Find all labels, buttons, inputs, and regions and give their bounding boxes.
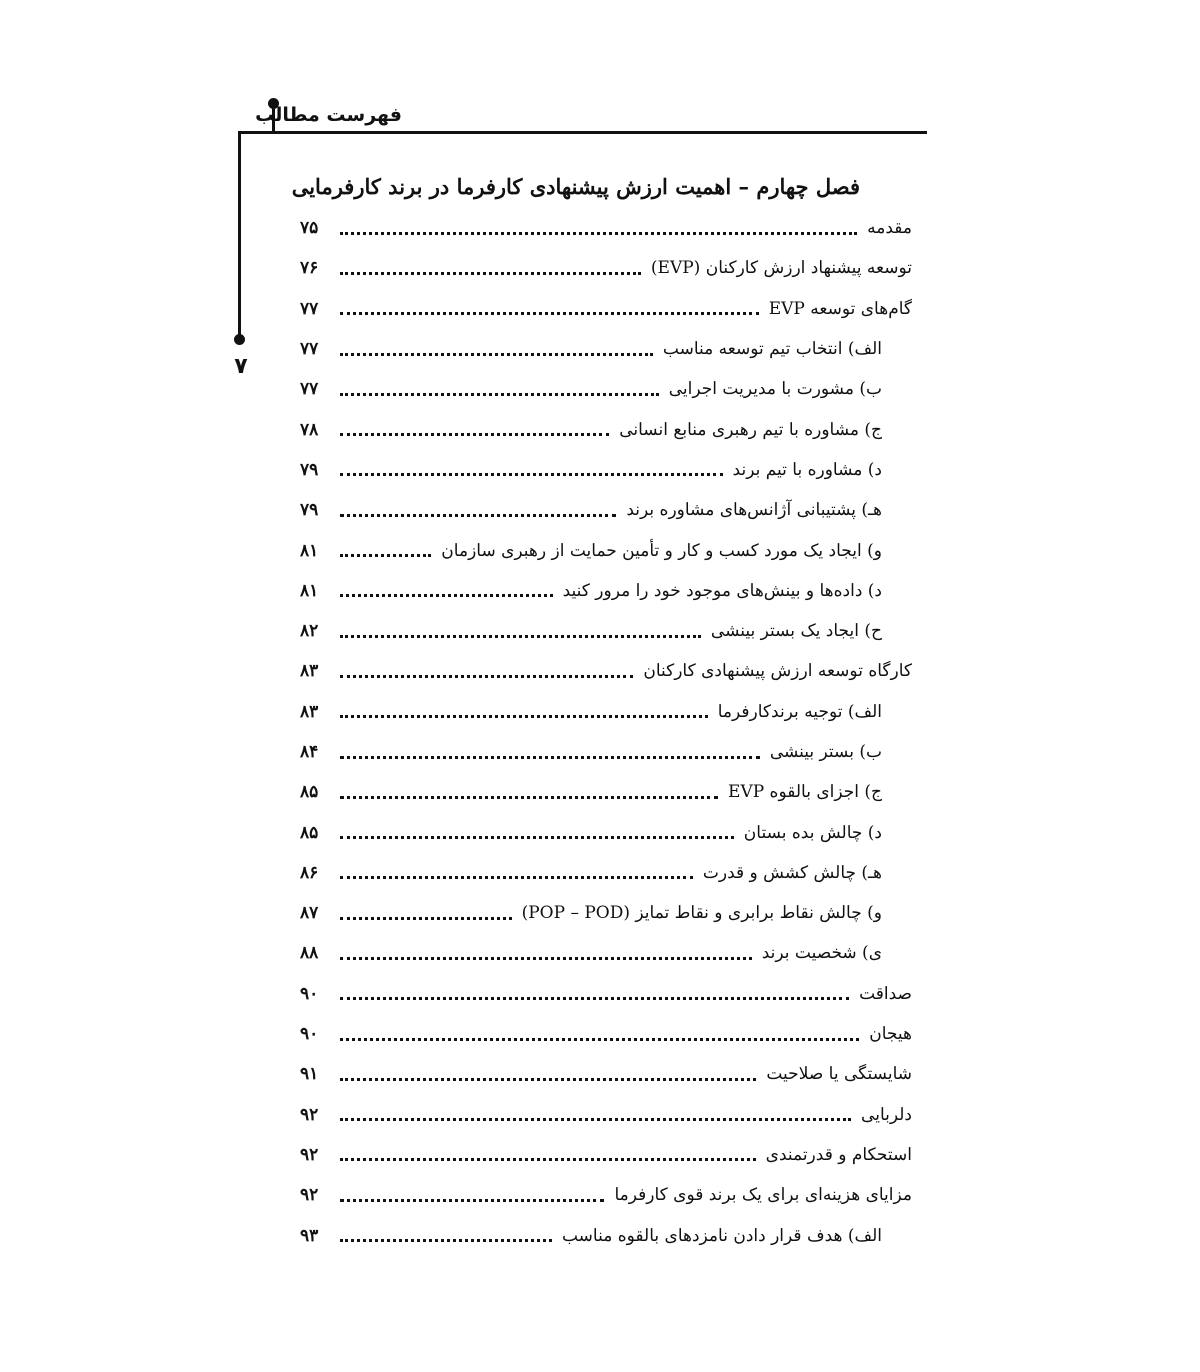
toc-entry[interactable] — [300, 571, 912, 611]
toc-dot-leader — [340, 633, 701, 638]
toc-dot-leader — [340, 552, 431, 557]
toc-entry-label: دلربایی — [861, 1104, 912, 1125]
toc-dot-leader — [340, 1197, 604, 1202]
toc-entry[interactable] — [300, 611, 912, 651]
toc-dot-leader — [340, 995, 849, 1000]
toc-entry[interactable] — [300, 289, 912, 329]
toc-entry-page: ۸۴ — [300, 742, 319, 762]
toc-entry[interactable] — [300, 1054, 912, 1094]
toc-entry[interactable] — [300, 1135, 912, 1175]
toc-dot-leader — [340, 471, 723, 476]
toc-entry[interactable] — [300, 369, 912, 409]
toc-entry-label: ب) مشورت با مدیریت اجرایی — [668, 379, 882, 400]
toc-entry-label: کارگاه توسعه ارزش پیشنهادی کارکنان — [643, 661, 912, 682]
toc-entry-label: ح) ایجاد یک بستر بینشی — [710, 621, 882, 642]
table-of-contents — [300, 208, 912, 1256]
toc-dot-leader — [340, 1076, 756, 1081]
toc-dot-leader — [340, 270, 641, 275]
toc-dot-leader — [340, 592, 553, 597]
toc-entry-label: مقدمه — [867, 218, 912, 239]
page-number: ۷ — [234, 354, 248, 379]
toc-dot-leader — [340, 915, 512, 920]
toc-entry-page: ۸۸ — [300, 943, 319, 964]
toc-entry[interactable] — [300, 853, 912, 893]
toc-dot-leader — [340, 1156, 756, 1161]
toc-entry[interactable] — [300, 1215, 912, 1255]
toc-entry-page: ۹۳ — [300, 1225, 319, 1246]
toc-entry-page: ۸۵ — [300, 782, 319, 803]
toc-entry-label: هـ) چالش کشش و قدرت — [702, 862, 882, 883]
toc-dot-leader — [340, 431, 609, 436]
toc-entry-label: ب) بستر بینشی — [769, 742, 882, 762]
toc-entry-label: د) داده‌ها و بینش‌های موجود خود را مرور کنید — [562, 580, 882, 601]
toc-entry[interactable] — [300, 893, 912, 933]
toc-entry-page: ۷۷ — [300, 379, 319, 400]
toc-entry[interactable] — [300, 974, 912, 1014]
toc-entry-page: ۸۱ — [300, 540, 319, 561]
running-header-title: فهرست مطالب — [255, 104, 402, 126]
toc-entry-page: ۷۷ — [300, 298, 319, 319]
toc-entry[interactable] — [300, 530, 912, 570]
toc-entry-page: ۹۱ — [300, 1064, 319, 1085]
toc-entry[interactable] — [300, 933, 912, 973]
toc-entry-page: ۹۲ — [300, 1144, 319, 1165]
toc-entry-label: صداقت — [859, 983, 912, 1004]
toc-entry-page: ۸۳ — [300, 661, 319, 682]
toc-dot-leader — [340, 834, 734, 839]
toc-entry-page: ۷۶ — [300, 258, 319, 279]
toc-entry-label: ی) شخصیت برند — [761, 943, 882, 964]
toc-entry-page: ۷۵ — [300, 218, 319, 239]
toc-entry-label: ج) مشاوره با تیم رهبری منابع انسانی — [619, 419, 882, 440]
toc-entry-label: شایستگی یا صلاحیت — [766, 1064, 912, 1085]
toc-entry-page: ۸۳ — [300, 701, 319, 722]
toc-entry-page: ۹۲ — [300, 1104, 319, 1125]
toc-entry-label: الف) هدف قرار دادن نامزدهای بالقوه مناسب — [561, 1225, 882, 1246]
toc-dot-leader — [340, 1036, 859, 1041]
toc-entry[interactable] — [300, 812, 912, 852]
toc-entry-label: الف) توجیه برندکارفرما — [717, 701, 882, 722]
toc-entry[interactable] — [300, 490, 912, 530]
toc-entry-label: و) ایجاد یک مورد کسب و کار و تأمین حمایت از رهبری سازمان — [441, 540, 882, 561]
toc-entry-label: الف) انتخاب تیم توسعه مناسب — [662, 339, 882, 360]
toc-entry-page: ۷۸ — [300, 419, 319, 440]
toc-entry-page: ۷۹ — [300, 500, 319, 521]
toc-entry[interactable] — [300, 329, 912, 369]
toc-entry[interactable] — [300, 208, 912, 248]
margin-rule — [238, 131, 241, 339]
toc-entry-page: ۸۷ — [300, 903, 319, 924]
toc-dot-leader — [340, 673, 633, 678]
toc-entry-label: هـ) پشتیبانی آژانس‌های مشاوره برند — [626, 500, 882, 521]
toc-entry[interactable] — [300, 772, 912, 812]
toc-dot-leader — [340, 955, 752, 960]
toc-dot-leader — [340, 1116, 851, 1121]
toc-dot-leader — [340, 512, 616, 517]
toc-entry[interactable] — [300, 651, 912, 691]
toc-entry-page: ۹۲ — [300, 1185, 319, 1206]
toc-entry[interactable] — [300, 1014, 912, 1054]
toc-entry[interactable] — [300, 248, 912, 288]
toc-dot-leader — [340, 754, 760, 759]
toc-entry[interactable] — [300, 409, 912, 449]
chapter-title: فصل چهارم – اهمیت ارزش پیشنهادی کارفرما در برند کارفرمایی — [291, 174, 860, 199]
margin-marker-dot — [234, 334, 245, 345]
toc-entry[interactable] — [300, 732, 912, 772]
toc-dot-leader — [340, 874, 693, 879]
toc-dot-leader — [340, 713, 708, 718]
toc-dot-leader — [340, 794, 718, 799]
toc-entry-page: ۸۲ — [300, 621, 319, 642]
toc-entry-page: ۷۹ — [300, 459, 319, 480]
toc-entry[interactable] — [300, 1095, 912, 1135]
toc-entry-label: مزایای هزینه‌ای برای یک برند قوی کارفرما — [614, 1185, 912, 1206]
toc-entry-label: استحکام و قدرتمندی — [765, 1144, 912, 1165]
toc-entry-label: گام‌های توسعه EVP — [768, 298, 912, 319]
toc-entry-page: ۸۵ — [300, 822, 319, 843]
toc-entry-page: ۹۰ — [300, 983, 319, 1004]
toc-dot-leader — [340, 1237, 552, 1242]
toc-entry[interactable] — [300, 450, 912, 490]
toc-entry-label: توسعه پیشنهاد ارزش کارکنان (EVP) — [650, 258, 912, 279]
toc-entry-page: ۹۰ — [300, 1024, 319, 1045]
toc-entry-label: و) چالش نقاط برابری و نقاط تمایز (POP – POD) — [521, 903, 882, 924]
toc-entry-label: ج) اجزای بالقوه EVP — [728, 782, 882, 803]
toc-entry-label: د) مشاوره با تیم برند — [732, 459, 882, 480]
toc-dot-leader — [340, 230, 857, 235]
toc-dot-leader — [340, 351, 653, 356]
toc-dot-leader — [340, 391, 659, 396]
toc-entry[interactable] — [300, 692, 912, 732]
toc-entry-page: ۸۱ — [300, 580, 319, 601]
toc-entry-page: ۸۶ — [300, 862, 319, 883]
toc-entry-label: د) چالش بده بستان — [743, 822, 882, 843]
toc-dot-leader — [340, 310, 759, 315]
header-rule — [238, 131, 927, 134]
toc-entry-label: هیجان — [869, 1024, 912, 1045]
toc-entry-page: ۷۷ — [300, 339, 319, 360]
toc-entry[interactable] — [300, 1175, 912, 1215]
